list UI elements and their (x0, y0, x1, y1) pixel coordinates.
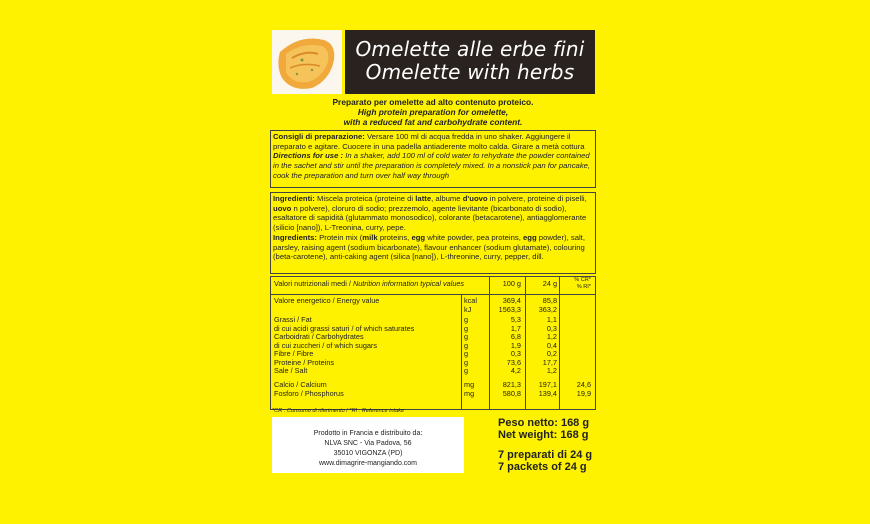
nutrient-name: di cui acidi grassi saturi / of which saturates (274, 323, 415, 333)
value-100g: 0,3 (510, 349, 521, 358)
ingredients-text: n polvere), cloruro di sodio; prezzemolo, agente lievitante (bicarbonato di sodio), esaltatore di sapidità (glutammato monosodico), colorante (betacarotene), antiagglomerante (silicio [nano]), L-Treonina, curry, pepe. (273, 203, 587, 233)
value-100g: 580,8 (502, 388, 521, 398)
ingredients-text: proteins, (377, 232, 412, 242)
nutrient-unit: kJ (464, 304, 472, 314)
allergen: milk (362, 232, 378, 242)
value-24g: 17,7 (542, 357, 557, 367)
ingredients-text: , albume (431, 194, 463, 203)
ingredients-text: in polvere, proteine di piselli, (487, 194, 587, 203)
value-100g: 6,8 (510, 332, 521, 341)
nutrient-unit: g (464, 332, 469, 341)
distributor-line: NLVA SNC - Via Padova, 56 (324, 440, 412, 447)
value-24g: 1,1 (546, 315, 557, 324)
value-100g: 73,6 (506, 357, 521, 367)
nutrient-unit: kcal (464, 296, 477, 305)
distributor-website: www.dimagrire-mangiando.com (318, 460, 418, 467)
ingredients-section (270, 192, 596, 274)
nutrient-name: Grassi / Fat (274, 315, 312, 324)
description-italian: Preparato per omelette ad alto contenuto proteico. (332, 97, 534, 107)
nutrient-name: Calcio / Calcium (274, 380, 327, 389)
col-cr: % CR* (574, 277, 591, 283)
allergen: uovo (273, 203, 292, 213)
value-100g: 5,3 (510, 315, 521, 324)
value-100g: 4,2 (510, 366, 521, 375)
nutrient-name: Fibre / Fibre (274, 349, 314, 358)
ri-header (271, 284, 595, 292)
nutrient-name: Valore energetico / Energy value (274, 296, 380, 305)
nutrient-unit: g (464, 357, 469, 367)
nutrient-name: Proteine / Proteins (274, 357, 335, 367)
distributor-box (272, 417, 464, 473)
value-24g: 0,3 (546, 323, 557, 333)
nutrient-unit: g (464, 349, 469, 358)
value-100g: 1563,3 (498, 304, 521, 314)
nutrition-row (271, 350, 595, 358)
nutrient-name: Fosforo / Phosphorus (274, 388, 344, 398)
value-24g: 197,1 (538, 380, 557, 389)
nutrient-name: Sale / Salt (274, 366, 308, 375)
value-cr: 19,9 (576, 388, 591, 398)
value-24g: 0,4 (546, 340, 557, 350)
value-24g: 1,2 (546, 332, 557, 341)
col-ri: % RI* (576, 284, 591, 290)
value-24g: 85,8 (542, 296, 557, 305)
value-100g: 1,9 (510, 340, 521, 350)
nutrition-header-en: Nutrition information typical values (352, 279, 465, 288)
nutrition-row (271, 316, 595, 324)
nutrient-unit: g (464, 323, 469, 333)
preparation-text-en: In a shaker, add 100 ml of cold water to rehydrate the powder contained in the sachet and stir until the preparation is completely mixed. In a nonstick pan for pancake, cook the preparation and turn over half way through (273, 151, 591, 180)
col-100g: 100 g (502, 279, 521, 288)
preparation-section (270, 130, 596, 188)
allergen: latte (415, 194, 432, 203)
product-label (270, 28, 596, 476)
value-24g: 0,2 (546, 349, 557, 358)
value-100g: 369,4 (502, 296, 521, 305)
nutrient-name: Carboidrati / Carbohydrates (274, 332, 364, 341)
packets-en: 7 packets of 24 g (498, 460, 587, 473)
nutrient-name: di cui zuccheri / of which sugars (274, 340, 378, 350)
allergen: egg (523, 232, 537, 242)
value-24g: 139,4 (538, 388, 557, 398)
nutrition-row (271, 306, 595, 314)
allergen: d'uovo (462, 194, 488, 203)
nutrition-table (270, 276, 596, 410)
nutrient-unit: g (464, 366, 469, 375)
ingredients-text: Miscela proteica (proteine di (317, 194, 416, 203)
value-100g: 1,7 (510, 323, 521, 333)
col-24g: 24 g (542, 279, 557, 288)
reference-footnote: *CR : Consumo di riferimento / *RI : Reference intake (272, 408, 405, 414)
distributor-line: 35010 VIGONZA (PD) (333, 450, 403, 457)
preparation-label-en: Directions for use : (273, 151, 344, 161)
value-100g: 821,3 (502, 380, 521, 389)
packets-it: 7 preparati di 24 g (498, 449, 593, 461)
omelette-photo (272, 30, 342, 94)
allergen: egg (411, 232, 426, 242)
distributor-line: Prodotto in Francia e distribuito da: (313, 430, 423, 437)
ingredients-text: powder), salt, parsley, raising agent (sodium bicarbonate), flavour enhancer (sodium glutamate), colouring (beta-carotene), anti-caking agent (silica [nano]), L-threonine, curry, pepper, dill. (273, 232, 585, 262)
net-weight-en: Net weight: 168 g (498, 428, 589, 441)
product-description (270, 98, 596, 127)
value-cr: 24,6 (576, 380, 591, 389)
description-english-2: with a reduced fat and carbohydrate content. (343, 116, 523, 127)
nutrition-row (271, 381, 595, 389)
value-24g: 363,2 (538, 304, 557, 314)
ingredients-label-en: Ingredients: (273, 232, 317, 242)
omelette-image-icon (272, 30, 342, 94)
title-box (345, 30, 595, 94)
preparation-text-it: Versare 100 ml di acqua fredda in uno shaker. Aggiungere il preparato e agitare. Cuocere in una padella antiaderente molto calda. Girare a metà cottura (273, 132, 585, 151)
nutrient-unit: mg (464, 380, 475, 389)
title-english: Omelette with herbs (365, 60, 575, 84)
description-english-1: High protein preparation for omelette, (357, 106, 509, 117)
value-24g: 1,2 (546, 366, 557, 375)
weights-block (498, 418, 592, 473)
nutrient-unit: mg (464, 388, 475, 398)
ingredients-text: white powder, pea proteins, (425, 232, 523, 242)
preparation-label-it: Consigli di preparazione: (273, 132, 365, 141)
nutrition-header-it: Valori nutrizionali medi / (274, 279, 353, 288)
nutrition-row (271, 367, 595, 375)
nutrient-unit: g (464, 315, 469, 324)
nutrition-row (271, 333, 595, 341)
ingredients-label-it: Ingredienti: (273, 194, 315, 203)
ingredients-text: Protein mix ( (319, 232, 363, 242)
table-divider (271, 294, 595, 295)
title-italian: Omelette alle erbe fini (355, 37, 585, 61)
nutrition-row (271, 390, 595, 398)
nutrient-unit: g (464, 340, 469, 350)
nutrition-row (271, 297, 595, 305)
net-weight-it: Peso netto: 168 g (498, 417, 590, 429)
